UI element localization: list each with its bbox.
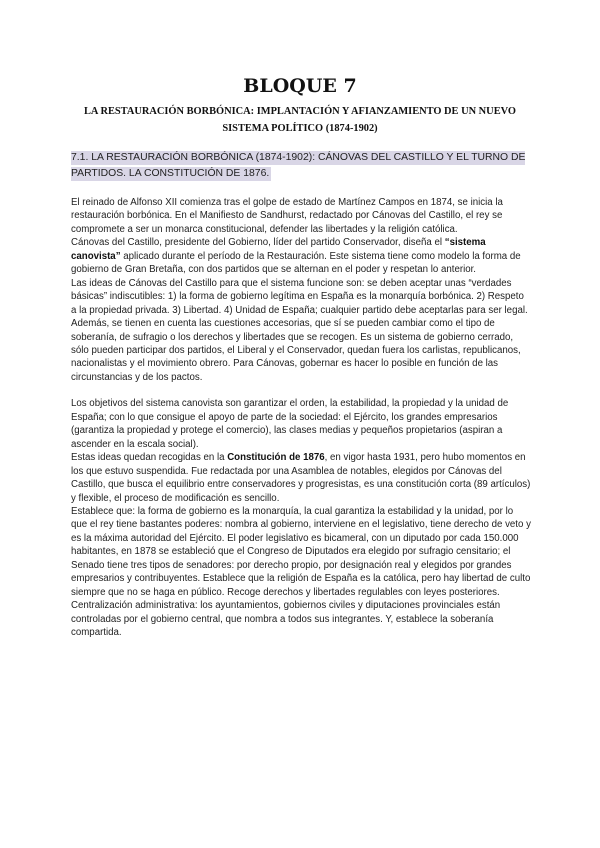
paragraph-sistema-canovista <box>71 236 531 276</box>
paragraph-text: Cánovas del Castillo, presidente del Gobierno, líder del partido Conservador, diseña el <box>71 237 445 249</box>
section-heading <box>71 150 531 182</box>
page-subtitle: LA RESTAURACIÓN BORBÓNICA: IMPLANTACIÓN Y AFIANZAMIENTO DE UN NUEVO SISTEMA POLÍTICO (1874-1902) <box>84 106 516 134</box>
bold-term-constitucion-1876: Constitución de 1876 <box>227 452 325 464</box>
paragraph-ideas-canovas: Las ideas de Cánovas del Castillo para que el sistema funcione son: se deben aceptar unas “verdades básicas” indiscutibles: 1) la forma de gobierno legítima en España es la monarquía borbónica. 2) Respeto a la propiedad privada. 3) Libertad. 4) Unidad de España; cualquier partido debe aceptarlas para ser legal. Además, se tienen en cuenta las cuestiones accesorias, que sí se pueden cambiar como el tipo de soberanía, de sufragio o los derechos y libertades que se recogen. Es un sistema de gobierno cerrado, sólo pueden participar dos partidos, el Liberal y el Conservador, quedan fuera los carlistas, republicanos, nacionalistas y el movimiento obrero. Para Cánovas, gobernar es hacer lo posible en función de las circunstancias y de los pactos. <box>71 277 528 383</box>
paragraph-text: , en vigor hasta 1931, pero hubo momentos en los que estuvo suspendida. Fue redactada por una Asamblea de notables, elegidos por Cánovas del Castillo, que busca el equilibrio entre conservadores y progresistas, es una constitución corta (89 artículos) y flexible, el proceso de modificación es sencillo. <box>71 452 531 504</box>
paragraph-restauracion: El reinado de Alfonso XII comienza tras el golpe de estado de Martínez Campos en 1874, se inicia la restauración borbónica. En el Manifiesto de Sandhurst, redactado por Cánovas del Castillo, el rey se compromete a ser un monarca constitucional, defender las libertades y la religión católica. <box>71 197 503 235</box>
paragraph-constitucion <box>71 451 531 505</box>
bold-term-sistema-canovista: “sistema canovista” <box>71 237 486 262</box>
paragraph-establece: Establece que: la forma de gobierno es la monarquía, la cual garantiza la estabilidad y la unidad, por lo que el rey tiene bastantes poderes: nombra al gobierno, interviene en el legislativo, tiene derecho de veto y es la máxima autoridad del Ejército. El poder legislativo es bicameral, con un diputado por cada 150.000 habitantes, en 1878 se estableció que el Congreso de Diputados era elegido por sufragio censitario; el Senado tiene tres tipos de senadores: por derecho propio, por designación real y elegidos por grandes empresarios y contribuyentes. Establece que la religión de España es la católica, pero hay libertad de culto siempre que no se haga en público. Recoge derechos y libertades regulables con leyes posteriores. Centralización administrativa: los ayuntamientos, gobiernos civiles y diputaciones provinciales están controladas por el gobierno central, que nombra a todos sus integrantes. Y, establece la soberanía compartida. <box>71 505 531 639</box>
body-text <box>71 196 531 640</box>
paragraph-objetivos: Los objetivos del sistema canovista son garantizar el orden, la estabilidad, la propiedad y la unidad de España; con lo que consigue el apoyo de parte de la sociedad: el Ejército, los grandes empresarios (garantiza la propiedad y protege el comercio), las clases medias y pequeños propietarios (aspiran a ascender en la escala social). <box>71 398 509 450</box>
paragraph-text: Estas ideas quedan recogidas en la <box>71 452 228 464</box>
paragraph-text: aplicado durante el período de la Restauración. Este sistema tiene como modelo la forma de gobierno de Gran Bretaña, con dos partidos que se alternan en el poder y respetan lo anterior. <box>71 250 521 276</box>
page-title: BLOQUE 7 <box>243 75 357 97</box>
section-heading-text: 7.1. LA RESTAURACIÓN BORBÓNICA (1874-1902): CÁNOVAS DEL CASTILLO Y EL TURNO DE PARTIDOS. LA CONSTITUCIÓN DE 1876. <box>71 152 526 179</box>
